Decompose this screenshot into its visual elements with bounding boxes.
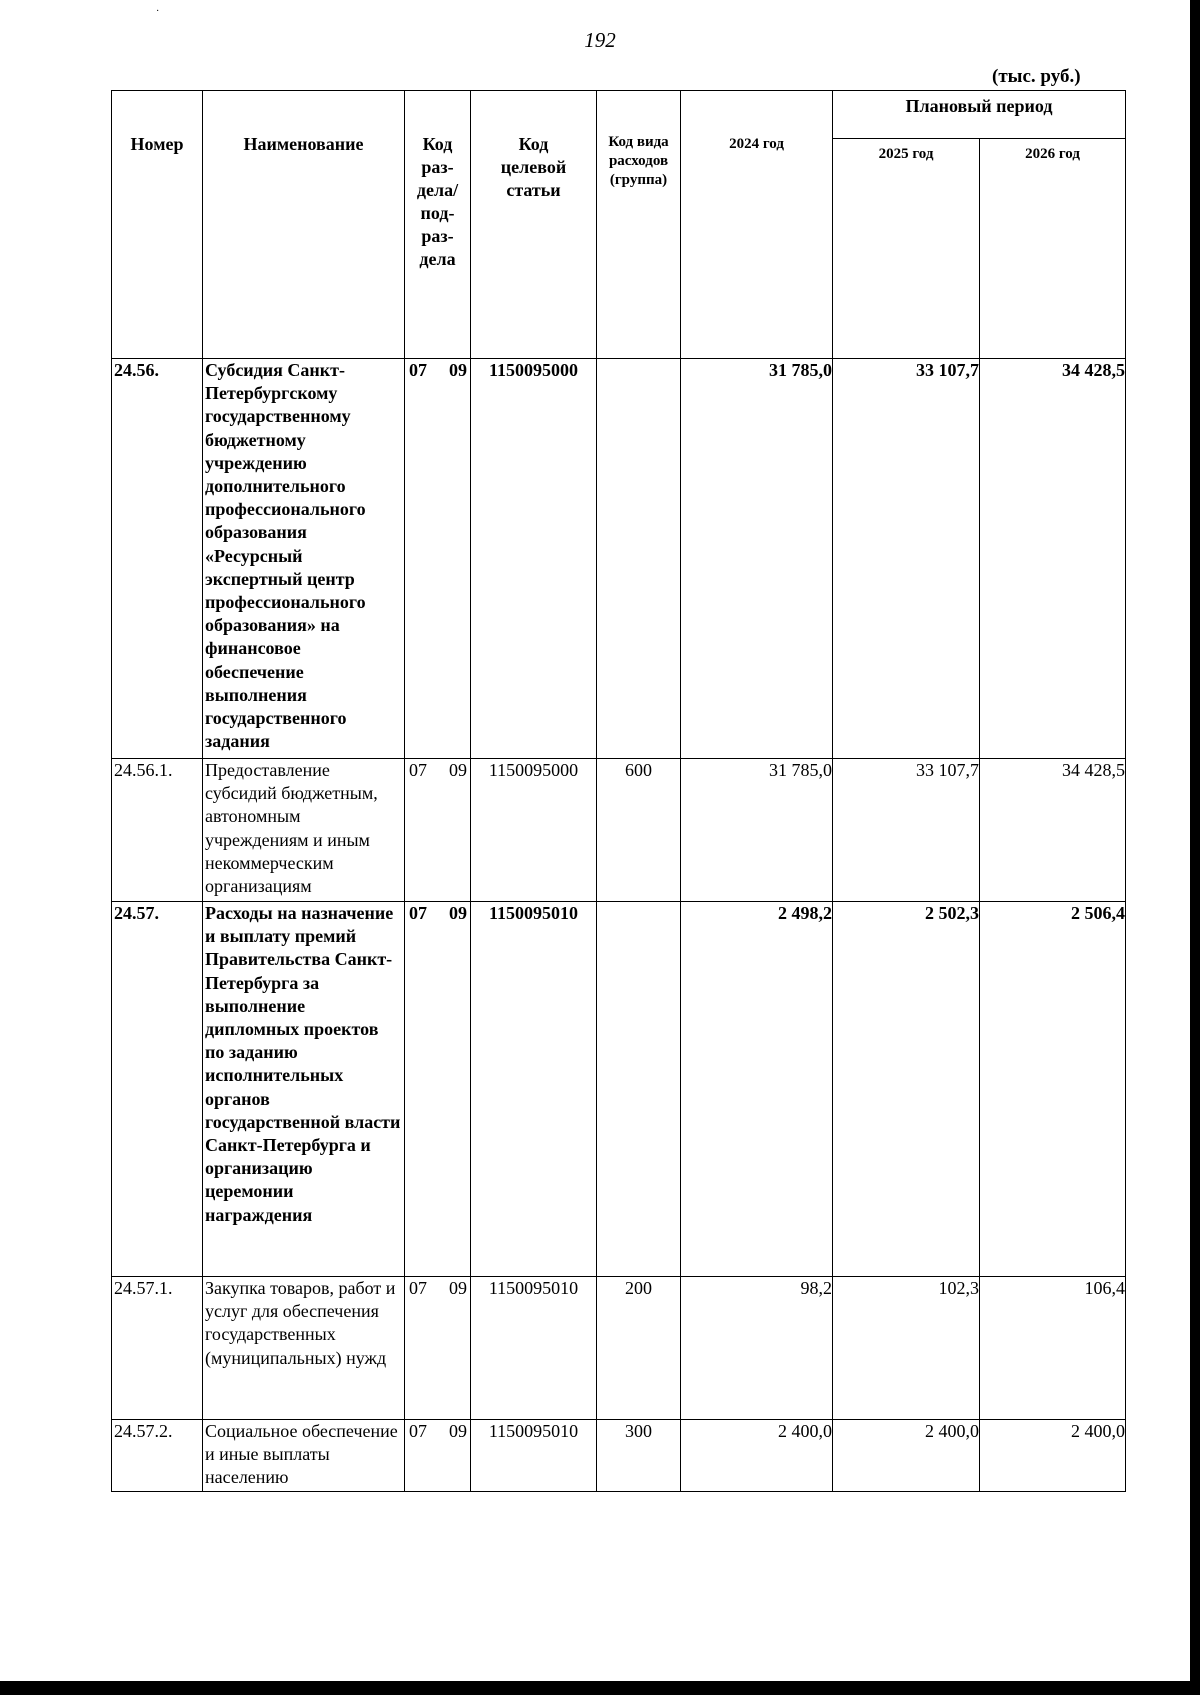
row-value-2026: 2 506,4	[980, 902, 1126, 1277]
row-name: Предоставление субсидий бюджетным, автономным учреждениям и иным некоммерческим организациям	[203, 759, 405, 902]
row-value-2026: 34 428,5	[980, 759, 1126, 902]
row-number: 24.56.1.	[112, 759, 203, 902]
scan-border-right	[1190, 0, 1200, 1695]
row-section: 07 09	[405, 902, 471, 1277]
row-target-code: 1150095000	[471, 359, 597, 759]
row-name: Закупка товаров, работ и услуг для обеспечения государственных (муниципальных) нужд	[203, 1277, 405, 1420]
table-row	[112, 759, 1126, 902]
row-group-code: 300	[597, 1420, 681, 1492]
header-name: Наименование	[203, 91, 405, 359]
table-row	[112, 902, 1126, 1277]
row-value-2025: 2 400,0	[833, 1420, 980, 1492]
row-section: 07 09	[405, 1277, 471, 1420]
row-value-2024: 31 785,0	[681, 759, 833, 902]
row-section: 07 09	[405, 359, 471, 759]
row-name: Социальное обеспечение и иные выплаты населению	[203, 1420, 405, 1492]
header-section: Код раз-дела/ под-раз-дела	[405, 91, 471, 359]
table-row	[112, 359, 1126, 759]
row-name: Субсидия Санкт-Петербургскому государственному бюджетному учреждению дополнительного профессионального образования «Ресурсный экспертный центр профессионального образования» на финансовое обеспечение выполнения государственного задания	[203, 359, 405, 759]
header-2026: 2026 год	[980, 139, 1126, 359]
header-2024: 2024 год	[681, 91, 833, 359]
budget-table	[111, 90, 1126, 1492]
row-name: Расходы на назначение и выплату премий Правительства Санкт-Петербурга за выполнение дипломных проектов по заданию исполнительных органов государственной власти Санкт-Петербурга и организацию церемонии награждения	[203, 902, 405, 1277]
row-number: 24.57.	[112, 902, 203, 1277]
header-number: Номер	[112, 91, 203, 359]
row-value-2024: 98,2	[681, 1277, 833, 1420]
scan-border-bottom	[0, 1681, 1200, 1695]
scan-speck: ·	[156, 6, 160, 17]
row-group-code	[597, 902, 681, 1277]
header-target: Код целевой статьи	[471, 91, 597, 359]
row-value-2024: 31 785,0	[681, 359, 833, 759]
row-value-2025: 33 107,7	[833, 759, 980, 902]
row-value-2026: 106,4	[980, 1277, 1126, 1420]
row-section: 07 09	[405, 1420, 471, 1492]
row-group-code	[597, 359, 681, 759]
units-label: (тыс. руб.)	[992, 66, 1081, 87]
row-section: 07 09	[405, 759, 471, 902]
header-plan-period: Плановый период	[833, 91, 1126, 139]
row-number: 24.57.2.	[112, 1420, 203, 1492]
row-target-code: 1150095000	[471, 759, 597, 902]
row-number: 24.57.1.	[112, 1277, 203, 1420]
header-2025: 2025 год	[833, 139, 980, 359]
row-value-2026: 34 428,5	[980, 359, 1126, 759]
row-value-2025: 102,3	[833, 1277, 980, 1420]
table-row	[112, 1420, 1126, 1492]
row-number: 24.56.	[112, 359, 203, 759]
row-group-code: 200	[597, 1277, 681, 1420]
table-row	[112, 1277, 1126, 1420]
page-number: 192	[584, 28, 616, 52]
row-value-2024: 2 400,0	[681, 1420, 833, 1492]
row-value-2025: 33 107,7	[833, 359, 980, 759]
row-target-code: 1150095010	[471, 1277, 597, 1420]
row-group-code: 600	[597, 759, 681, 902]
row-value-2026: 2 400,0	[980, 1420, 1126, 1492]
row-value-2025: 2 502,3	[833, 902, 980, 1277]
header-group: Код вида расходов (группа)	[597, 91, 681, 359]
row-value-2024: 2 498,2	[681, 902, 833, 1277]
row-target-code: 1150095010	[471, 1420, 597, 1492]
row-target-code: 1150095010	[471, 902, 597, 1277]
